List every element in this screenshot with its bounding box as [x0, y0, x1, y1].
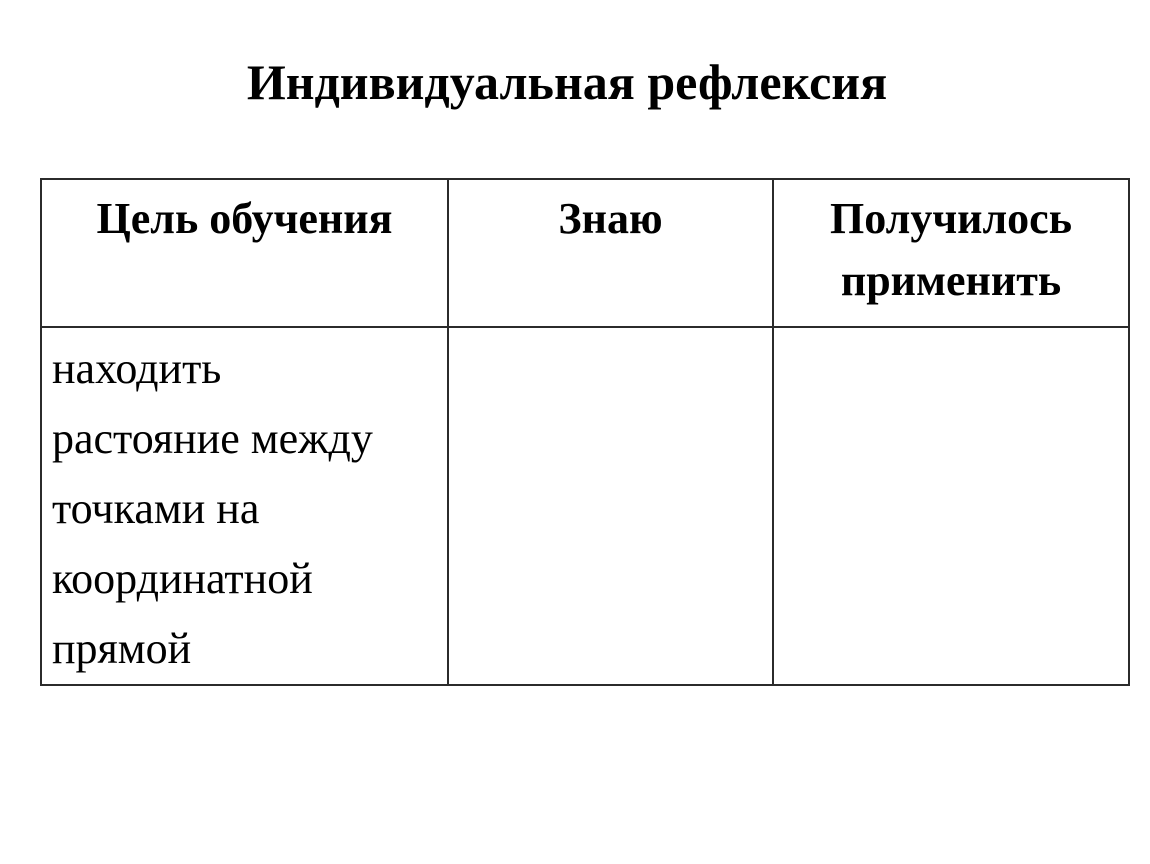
column-header-applied-label: Получилось применить — [830, 194, 1072, 305]
table-row — [41, 327, 1129, 685]
reflection-table — [40, 178, 1130, 686]
page-title: Индивидуальная рефлексия — [246, 54, 888, 110]
column-header-goal: Цель обучения — [41, 179, 448, 327]
applied-cell[interactable] — [773, 327, 1129, 685]
know-cell[interactable] — [448, 327, 773, 685]
table-header-row — [41, 179, 1129, 327]
column-header-applied — [773, 179, 1129, 327]
column-header-know: Знаю — [448, 179, 773, 327]
goal-cell — [41, 327, 448, 685]
goal-text: находить растояние между точками на координатной прямой — [52, 344, 373, 673]
